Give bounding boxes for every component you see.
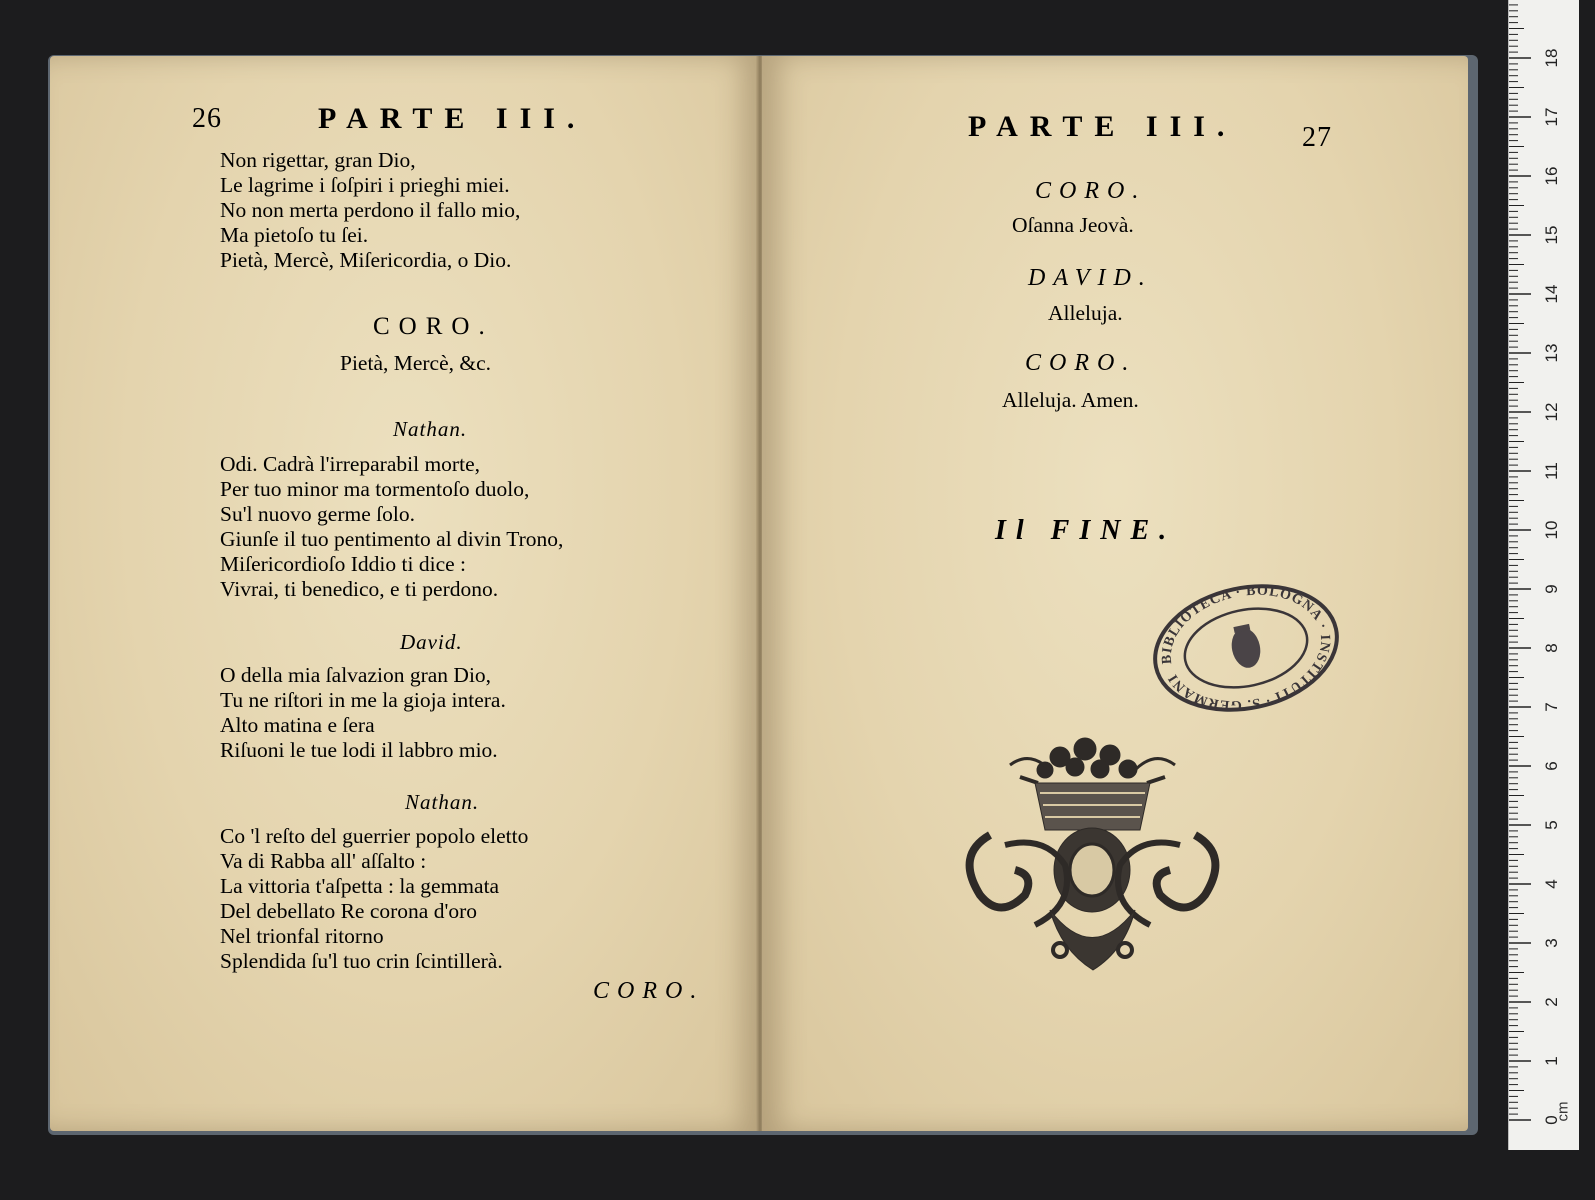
verse-line: Le lagrime i ſoſpiri i prieghi miei. [220,173,510,197]
verse-line: Non rigettar, gran Dio, [220,148,416,172]
verse-line: Tu ne riſtori in me la gioja intera. [220,688,506,712]
ruler-tick-label: 16 [1542,166,1561,186]
verse-line: Miſericordioſo Iddio ti dice : [220,552,467,576]
verse-line: Giunſe il tuo pentimento al divin Trono, [220,527,564,551]
speaker-david: David. [400,630,463,654]
verse-line: Riſuoni le tue lodi il labbro mio. [220,738,498,762]
ruler-ticks [1509,0,1579,1150]
verse-line: Del debellato Re corona d'oro [220,899,478,923]
ruler-tick-label: 15 [1542,225,1561,245]
verse-line: Va di Rabba all' aſſalto : [220,849,427,873]
stamp-text: BIBLIOTECA · BOLOGNA · INSTITUTI · S. GERMANI [1159,583,1333,713]
right-line-2: Alleluja. [1048,301,1123,325]
ruler-tick-label: 13 [1542,343,1561,363]
right-page-number: 27 [1302,122,1332,153]
verse-line: Vivrai, ti benedico, e ti perdono. [220,577,499,601]
left-running-head: PARTE III. [318,102,587,135]
verse-line: Pietà, Mercè, Miſericordia, o Dio. [220,248,512,272]
verse-line: Nel trionfal ritorno [220,924,384,948]
left-stanza-1 [220,148,520,273]
ruler-tick-label: 3 [1542,938,1561,948]
printers-ornament [950,735,1235,975]
left-page-number: 26 [192,103,222,134]
left-stanza-2 [220,452,563,602]
library-stamp [1150,583,1342,713]
verse-line: Co 'l reſto del guerrier popolo eletto [220,824,529,848]
end-mark: Il FINE. [995,515,1177,546]
right-david-heading: DAVID. [1028,265,1153,291]
verse-line: La vittoria t'aſpetta : la gemmata [220,874,500,898]
measuring-ruler [1508,0,1579,1150]
left-stanza-3 [220,663,506,763]
ruler-tick-label: 1 [1542,1056,1561,1066]
left-stanza-4 [220,824,528,974]
ruler-tick-label: 17 [1542,107,1561,127]
ruler-tick-label: 7 [1542,702,1561,712]
verse-line: Odi. Cadrà l'irreparabil morte, [220,452,480,476]
left-coro-heading: CORO. [373,313,494,340]
ruler-tick-label: 18 [1542,48,1561,68]
ruler-tick-label: 12 [1542,402,1561,422]
verse-line: Per tuo minor ma tormentoſo duolo, [220,477,530,501]
speaker-nathan-2: Nathan. [405,790,480,814]
right-line-3: Alleluja. Amen. [1002,388,1139,412]
right-line-1: Oſanna Jeovà. [1012,213,1134,237]
right-coro-heading-2: CORO. [1025,350,1137,376]
right-coro-heading-1: CORO. [1035,178,1147,204]
verse-line: Alto matina e ſera [220,713,375,737]
ruler-tick-label: 10 [1542,520,1561,540]
verse-line: No non merta perdono il fallo mio, [220,198,521,222]
verse-line: Su'l nuovo germe ſolo. [220,502,415,526]
verse-line: Ma pietoſo tu ſei. [220,223,369,247]
verse-line: Splendida ſu'l tuo crin ſcintillerà. [220,949,503,973]
ruler-tick-label: 14 [1542,284,1561,304]
ruler-tick-label: 0 [1542,1115,1561,1125]
ruler-tick-label: 8 [1542,643,1561,653]
ruler-tick-label: 5 [1542,820,1561,830]
ruler-tick-label: 9 [1542,584,1561,594]
left-coro-line: Pietà, Mercè, &c. [340,351,492,375]
catchword: CORO. [593,978,705,1004]
ruler-unit-label: cm [1554,1101,1572,1122]
ruler-tick-label: 6 [1542,761,1561,771]
verse-line: O della mia ſalvazion gran Dio, [220,663,492,687]
ruler-tick-label: 4 [1542,879,1561,889]
ruler-tick-label: 2 [1542,997,1561,1007]
ruler-tick-label: 11 [1542,462,1561,480]
right-running-head: PARTE III. [968,110,1237,143]
speaker-nathan-1: Nathan. [393,417,468,441]
